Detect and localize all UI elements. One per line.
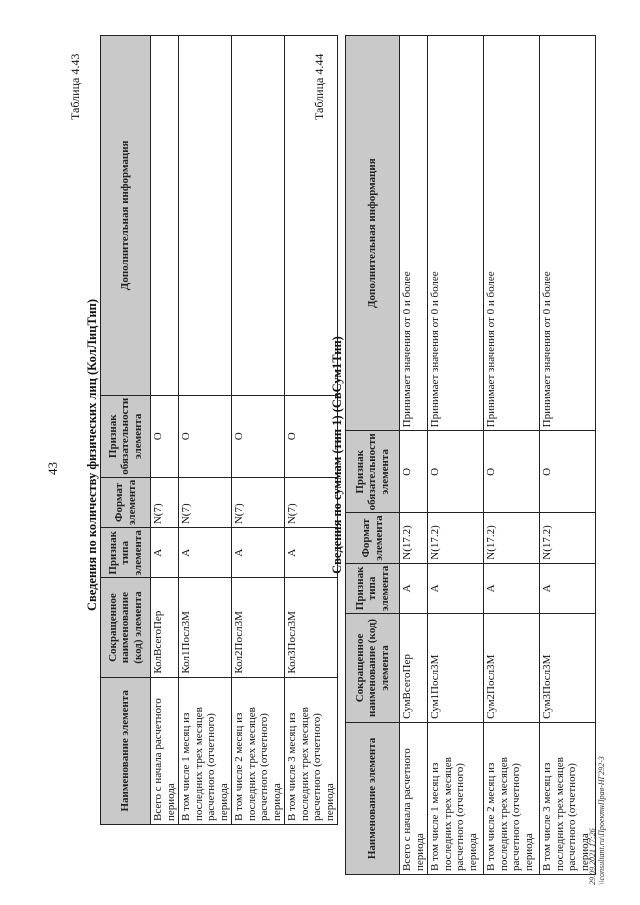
- table-cell: N(7): [232, 477, 285, 527]
- table-row: [232, 36, 285, 825]
- table-cell: А: [428, 563, 484, 613]
- table-4-44: [345, 35, 596, 875]
- table-row: [540, 36, 596, 875]
- column-header: Дополнительная информация: [346, 36, 400, 431]
- header-row: [346, 36, 400, 875]
- table-cell: Принимает значения от 0 и более: [484, 36, 540, 431]
- column-header: Дополнительная информация: [101, 36, 151, 396]
- column-header: Признак типа элемента: [346, 563, 400, 613]
- document-stamp: [588, 756, 606, 885]
- table-cell: N(17.2): [428, 513, 484, 563]
- stamp-path: \\consultant.ru\ПроектнПрав-НГ292-3: [597, 756, 606, 885]
- table-row: [151, 36, 179, 825]
- table-cell: О: [540, 431, 596, 513]
- column-header: Признак обязательности элемента: [346, 431, 400, 513]
- table-cell: КолВсегоПер: [151, 578, 179, 677]
- table-cell: А: [179, 528, 232, 578]
- column-header: Наименование элемента: [101, 677, 151, 824]
- table-cell: О: [179, 395, 232, 477]
- table-cell: N(7): [179, 477, 232, 527]
- table-cell: Принимает значения от 0 и более: [540, 36, 596, 431]
- table-cell: О: [151, 395, 179, 477]
- table-cell: В том числе 3 месяц из последних трех месяцев расчетного (отчетного) периода: [540, 722, 596, 874]
- table-cell: О: [484, 431, 540, 513]
- column-header: Формат элемента: [346, 513, 400, 563]
- table-cell: Сум3Посл3М: [540, 614, 596, 723]
- table-cell: А: [151, 528, 179, 578]
- table-cell: А: [400, 563, 428, 613]
- table-row: [179, 36, 232, 825]
- table-cell: Кол3Посл3М: [285, 578, 338, 677]
- table-cell: О: [400, 431, 428, 513]
- table-4-43: [100, 35, 338, 825]
- table-cell: А: [484, 563, 540, 613]
- column-header: Сокращенное наименование (код) элемента: [346, 614, 400, 723]
- table-cell: В том числе 2 месяц из последних трех месяцев расчетного (отчетного) периода: [232, 677, 285, 824]
- column-header: Признак обязательности элемента: [101, 395, 151, 477]
- table-cell: В том числе 1 месяц из последних трех месяцев расчетного (отчетного) периода: [428, 722, 484, 874]
- column-header: Наименование элемента: [346, 722, 400, 874]
- header-row: [101, 36, 151, 825]
- table-cell: О: [232, 395, 285, 477]
- table-cell: Всего с начала расчетного периода: [400, 722, 428, 874]
- table-cell: СумВсегоПер: [400, 614, 428, 723]
- table-cell: [151, 36, 179, 396]
- table-cell: А: [285, 528, 338, 578]
- table-row: [484, 36, 540, 875]
- table-cell: Сум1Посл3М: [428, 614, 484, 723]
- table-cell: Сум2Посл3М: [484, 614, 540, 723]
- table-cell: В том числе 2 месяц из последних трех месяцев расчетного (отчетного) периода: [484, 722, 540, 874]
- table-row: [400, 36, 428, 875]
- table-label-4-44: Таблица 4.44: [312, 53, 326, 120]
- table-cell: Кол2Посл3М: [232, 578, 285, 677]
- table-cell: О: [428, 431, 484, 513]
- table-cell: N(17.2): [400, 513, 428, 563]
- table-cell: N(7): [285, 477, 338, 527]
- table-cell: В том числе 3 месяц из последних трех месяцев расчетного (отчетного) периода: [285, 677, 338, 824]
- table-title-4-44: Сведения по суммам (тип 1) (СвСум1Тип): [330, 336, 344, 574]
- table-cell: [232, 36, 285, 396]
- table-cell: [179, 36, 232, 396]
- table-label-4-43: Таблица 4.43: [68, 53, 82, 120]
- column-header: Признак типа элемента: [101, 528, 151, 578]
- table-cell: N(17.2): [484, 513, 540, 563]
- table-cell: Принимает значения от 0 и более: [400, 36, 428, 431]
- column-header: Формат элемента: [101, 477, 151, 527]
- column-header: Сокращенное наименование (код) элемента: [101, 578, 151, 677]
- page-number: 43: [45, 462, 60, 475]
- table-title-4-43: Сведения по количеству физических лиц (КолЛицТип): [85, 298, 99, 612]
- table-cell: А: [540, 563, 596, 613]
- table-cell: Всего с начала расчетного периода: [151, 677, 179, 824]
- table-cell: Кол1Посл3М: [179, 578, 232, 677]
- stamp-date: 29.09.2021 17:26: [588, 828, 597, 885]
- table-cell: А: [232, 528, 285, 578]
- table-cell: N(7): [151, 477, 179, 527]
- table-cell: В том числе 1 месяц из последних трех месяцев расчетного (отчетного) периода: [179, 677, 232, 824]
- table-cell: N(17.2): [540, 513, 596, 563]
- table-row: [428, 36, 484, 875]
- table-cell: О: [285, 395, 338, 477]
- table-cell: Принимает значения от 0 и более: [428, 36, 484, 431]
